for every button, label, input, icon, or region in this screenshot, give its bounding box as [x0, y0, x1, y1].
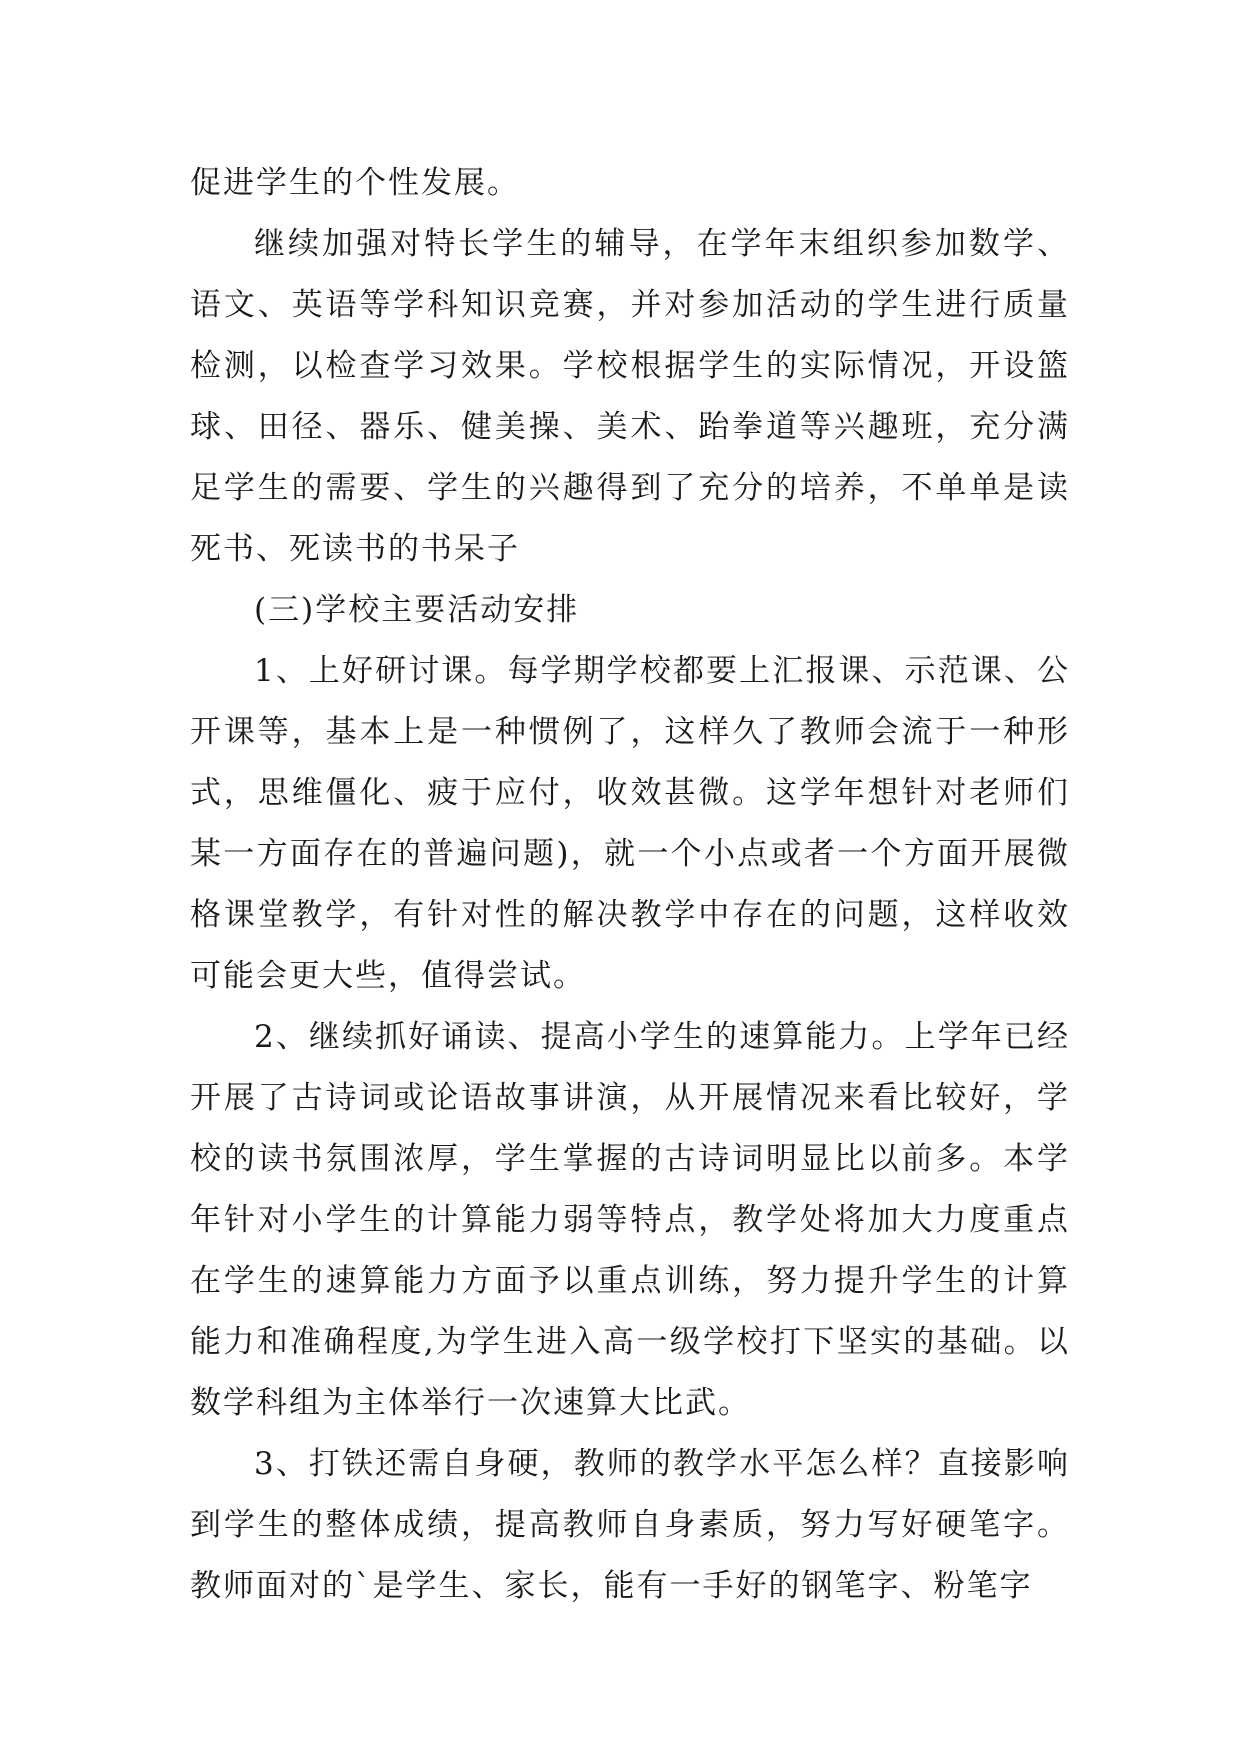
document-body — [190, 153, 1070, 1617]
paragraph-item-3: 3、打铁还需自身硬，教师的教学水平怎么样？直接影响到学生的整体成绩，提高教师自身素质，努力写好硬笔字。教师面对的`是学生、家长，能有一手好的钢笔字、粉笔字 — [190, 1446, 1070, 1604]
paragraph-item-1: 1、上好研讨课。每学期学校都要上汇报课、示范课、公开课等，基本上是一种惯例了，这样久了教师会流于一种形式，思维僵化、疲于应付，收效甚微。这学年想针对老师们某一方面存在的普遍问题)，就一个小点或者一个方面开展微格课堂教学，有针对性的解决教学中存在的问题，这样收效可能会更大些，值得尝试。 — [190, 653, 1070, 994]
section-heading-activities: (三)学校主要活动安排 — [254, 592, 580, 628]
paragraph-continuation: 促进学生的个性发展。 — [190, 165, 520, 201]
paragraph-specialty-students: 继续加强对特长学生的辅导，在学年末组织参加数学、语文、英语等学科知识竞赛，并对参加活动的学生进行质量检测，以检查学习效果。学校根据学生的实际情况，开设篮球、田径、器乐、健美操、美术、跆拳道等兴趣班，充分满足学生的需要、学生的兴趣得到了充分的培养，不单单是读死书、死读书的书呆子 — [190, 226, 1070, 567]
paragraph-item-2: 2、继续抓好诵读、提高小学生的速算能力。上学年已经开展了古诗词或论语故事讲演，从开展情况来看比较好，学校的读书氛围浓厚，学生掌握的古诗词明显比以前多。本学年针对小学生的计算能力弱等特点，教学处将加大力度重点在学生的速算能力方面予以重点训练，努力提升学生的计算能力和准确程度,为学生进入高一级学校打下坚实的基础。以数学科组为主体举行一次速算大比武。 — [190, 1019, 1070, 1421]
